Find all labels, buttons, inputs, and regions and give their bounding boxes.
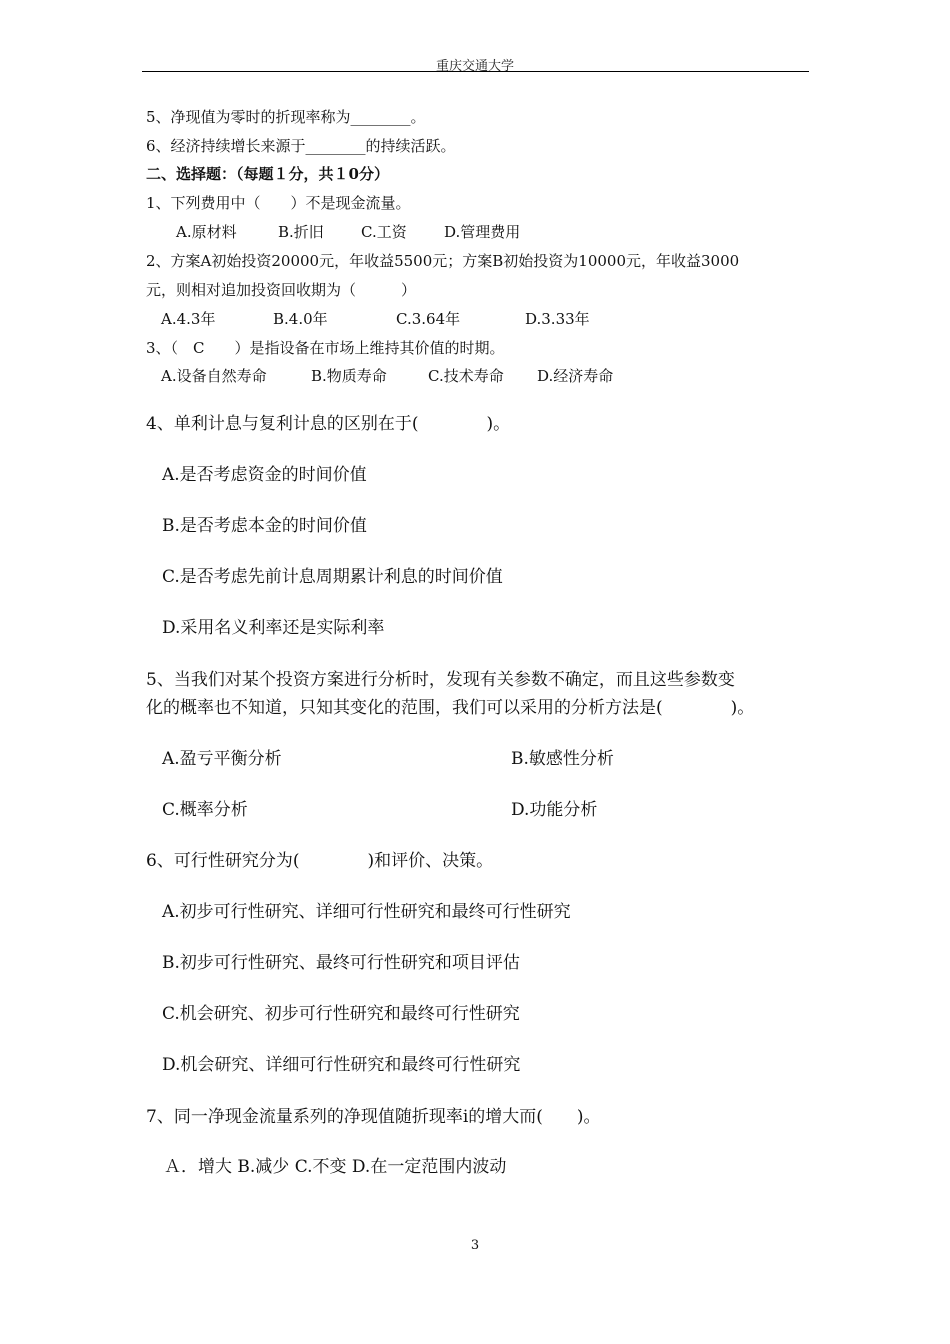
question-4-option-d: D.采用名义利率还是实际利率 bbox=[162, 618, 385, 638]
fill-in-question-6: 6、经济持续增长来源于________的持续活跃。 bbox=[146, 137, 456, 155]
question-1-option-a: A.原材料 bbox=[176, 223, 237, 241]
question-5-stem-line-2: 化的概率也不知道，只知其变化的范围，我们可以采用的分析方法是( )。 bbox=[146, 698, 755, 718]
question-1-stem: 1、下列费用中（ ）不是现金流量。 bbox=[146, 194, 411, 212]
question-4-stem: 4、单利计息与复利计息的区别在于( )。 bbox=[146, 414, 511, 434]
question-2-option-a: A.4.3年 bbox=[161, 310, 216, 328]
question-7-stem: 7、同一净现金流量系列的净现值随折现率i的增大而( )。 bbox=[146, 1107, 601, 1127]
question-5-option-b: B.敏感性分析 bbox=[511, 749, 614, 769]
question-5-stem-line-1: 5、当我们对某个投资方案进行分析时，发现有关参数不确定，而且这些参数变 bbox=[146, 670, 735, 690]
header-divider bbox=[142, 71, 809, 72]
question-1-option-c: C.工资 bbox=[361, 223, 407, 241]
question-6-option-b: B.初步可行性研究、最终可行性研究和项目评估 bbox=[162, 953, 520, 973]
question-6-option-c: C.机会研究、初步可行性研究和最终可行性研究 bbox=[162, 1004, 520, 1024]
question-3-option-c: C.技术寿命 bbox=[428, 367, 504, 385]
question-6-stem: 6、可行性研究分为( )和评价、决策。 bbox=[146, 851, 494, 871]
question-6-option-d: D.机会研究、详细可行性研究和最终可行性研究 bbox=[162, 1055, 521, 1075]
question-5-option-c: C.概率分析 bbox=[162, 800, 248, 820]
question-3-option-b: B.物质寿命 bbox=[311, 367, 387, 385]
question-7-options: Ａ．增大 B.减少 C.不变 D.在一定范围内波动 bbox=[164, 1157, 507, 1177]
question-2-option-c: C.3.64年 bbox=[396, 310, 461, 328]
question-6-option-a: A.初步可行性研究、详细可行性研究和最终可行性研究 bbox=[162, 902, 571, 922]
question-5-option-a: A.盈亏平衡分析 bbox=[162, 749, 282, 769]
question-3-option-d: D.经济寿命 bbox=[537, 367, 614, 385]
question-3-stem: 3、（ C ）是指设备在市场上维持其价值的时期。 bbox=[146, 339, 505, 357]
question-1-option-d: D.管理费用 bbox=[444, 223, 521, 241]
question-2-stem-line-1: 2、方案A初始投资20000元，年收益5500元；方案B初始投资为10000元，年收益3000 bbox=[146, 252, 740, 270]
question-4-option-a: A.是否考虑资金的时间价值 bbox=[162, 465, 367, 485]
fill-in-question-5: 5、净现值为零时的折现率称为________。 bbox=[146, 108, 426, 126]
question-5-option-d: D.功能分析 bbox=[511, 800, 598, 820]
page-number: 3 bbox=[470, 1238, 480, 1253]
question-4-option-b: B.是否考虑本金的时间价值 bbox=[162, 516, 367, 536]
section-title: 二、选择题：（每题１分，共１0分） bbox=[146, 165, 389, 183]
page-header-title: 重庆交通大学 bbox=[435, 59, 514, 74]
question-4-option-c: C.是否考虑先前计息周期累计利息的时间价值 bbox=[162, 567, 503, 587]
question-2-option-b: B.4.0年 bbox=[273, 310, 328, 328]
question-3-option-a: A.设备自然寿命 bbox=[161, 367, 267, 385]
question-2-stem-line-2: 元，则相对追加投资回收期为（ ） bbox=[146, 281, 417, 299]
question-2-option-d: D.3.33年 bbox=[525, 310, 590, 328]
question-1-option-b: B.折旧 bbox=[278, 223, 324, 241]
